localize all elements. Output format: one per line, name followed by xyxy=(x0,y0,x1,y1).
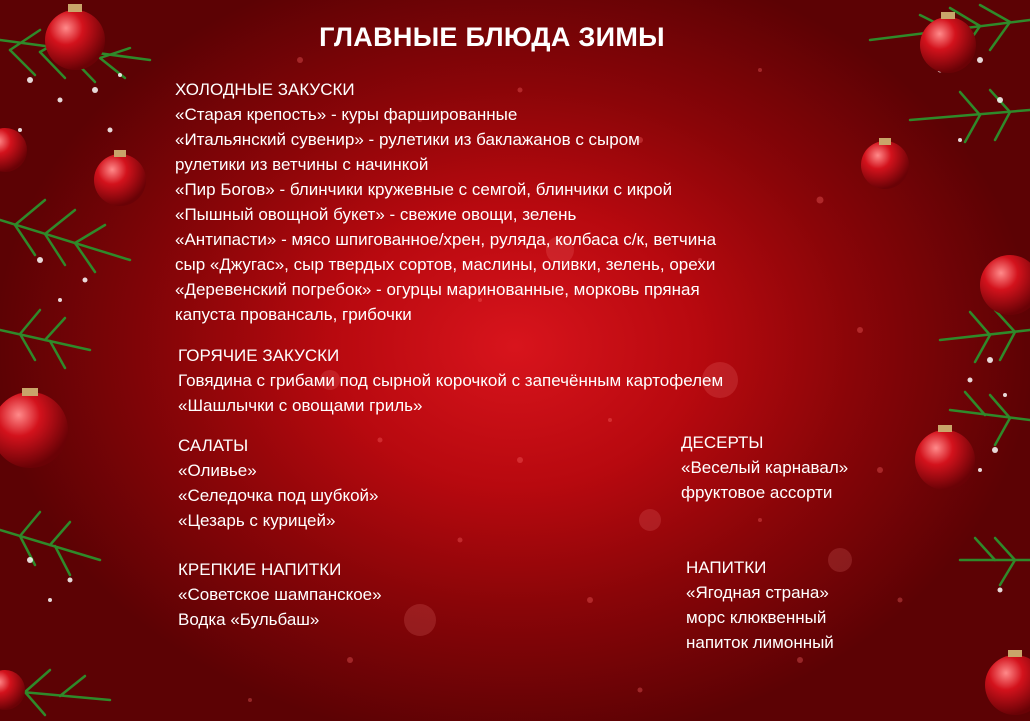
section-drinks xyxy=(686,555,834,655)
menu-item: «Цезарь с курицей» xyxy=(178,511,336,530)
section-heading: ГОРЯЧИЕ ЗАКУСКИ xyxy=(178,346,340,365)
menu-item: «Антипасти» - мясо шпигованное/хрен, руляда, колбаса с/к, ветчина xyxy=(175,230,717,249)
section-heading: НАПИТКИ xyxy=(686,558,767,577)
menu-item: «Селедочка под шубкой» xyxy=(178,486,379,505)
section-heading: САЛАТЫ xyxy=(178,436,249,455)
section-heading: КРЕПКИЕ НАПИТКИ xyxy=(178,560,342,579)
section-desserts xyxy=(681,430,848,505)
section-salads xyxy=(178,433,379,533)
menu-item: «Шашлычки с овощами гриль» xyxy=(178,396,423,415)
section-heading: ХОЛОДНЫЕ ЗАКУСКИ xyxy=(175,80,355,99)
section-hot-appetizers xyxy=(178,343,723,418)
menu-item: сыр «Джугас», сыр твердых сортов, маслины, оливки, зелень, орехи xyxy=(175,255,716,274)
menu-item: Говядина с грибами под сырной корочкой с запечённым картофелем xyxy=(178,371,724,390)
menu-item: «Старая крепость» - куры фаршированные xyxy=(175,105,518,124)
page-title: ГЛАВНЫЕ БЛЮДА ЗИМЫ xyxy=(319,22,665,52)
menu-item: «Оливье» xyxy=(178,461,257,480)
menu-item: капуста провансаль, грибочки xyxy=(175,305,412,324)
left-fir-branches xyxy=(0,0,170,721)
menu-item: «Пышный овощной букет» - свежие овощи, зелень xyxy=(175,205,577,224)
section-heading: ДЕСЕРТЫ xyxy=(681,433,764,452)
menu-item: морс клюквенный xyxy=(686,608,827,627)
menu-item: «Деревенский погребок» - огурцы маринованные, морковь пряная xyxy=(175,280,700,299)
menu-item: «Пир Богов» - блинчики кружевные с семгой, блинчики с икрой xyxy=(175,180,673,199)
section-strong-drinks xyxy=(178,557,382,632)
menu-item: рулетики из ветчины с начинкой xyxy=(175,155,429,174)
menu-item: «Веселый карнавал» xyxy=(681,458,849,477)
menu-item: напиток лимонный xyxy=(686,633,834,652)
menu-item: «Советское шампанское» xyxy=(178,585,382,604)
right-fir-branches xyxy=(830,0,1030,721)
menu-item: «Итальянский сувенир» - рулетики из баклажанов с сыром xyxy=(175,130,640,149)
section-cold-appetizers xyxy=(175,77,716,327)
menu-item: фруктовое ассорти xyxy=(681,483,833,502)
menu-item: «Ягодная страна» xyxy=(686,583,829,602)
menu-item: Водка «Бульбаш» xyxy=(178,610,320,629)
